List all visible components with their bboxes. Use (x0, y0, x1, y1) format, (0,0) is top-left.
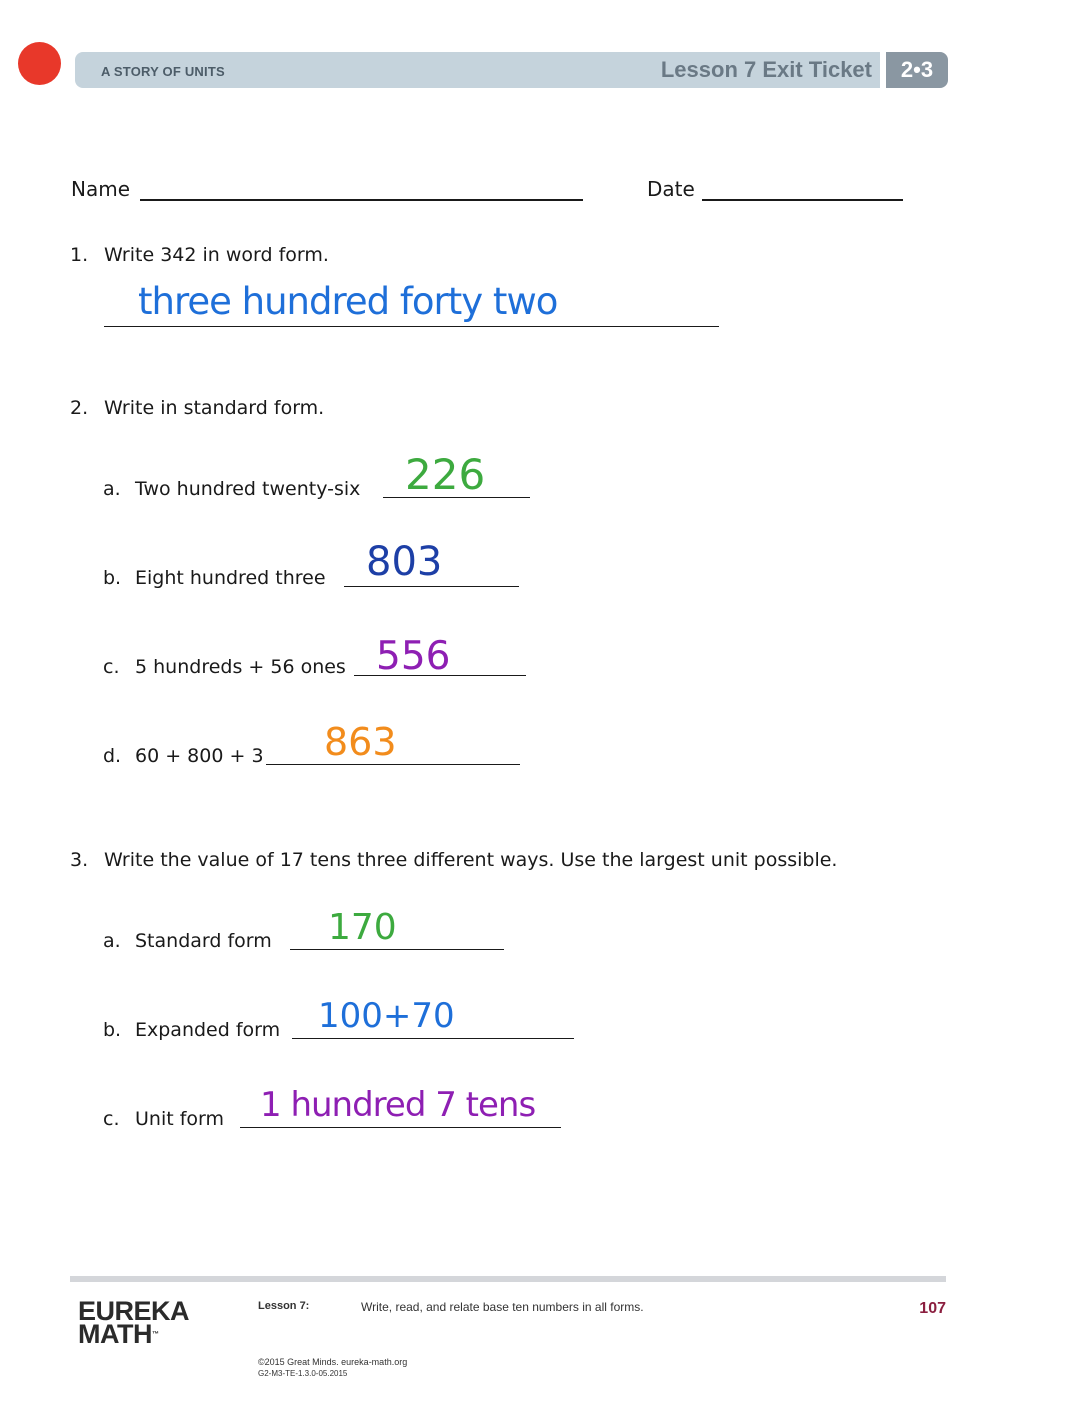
q3c-letter: c. (103, 1108, 120, 1130)
q2-prompt: Write in standard form. (104, 397, 325, 419)
q1-handwritten-answer: three hundred forty two (138, 280, 558, 323)
q3a-text: Standard form (135, 930, 272, 952)
logo-trademark: ™ (151, 1331, 159, 1338)
date-field-line[interactable] (702, 199, 903, 201)
q2b-handwritten-answer: 803 (366, 539, 443, 585)
q3c-handwritten-answer: 1 hundred 7 tens (260, 1085, 536, 1125)
footer-lesson-description: Write, read, and relate base ten numbers in all forms. (361, 1300, 644, 1314)
q3a-letter: a. (103, 930, 121, 952)
eureka-math-logo (78, 1296, 190, 1349)
grade-module-badge: 2•3 (886, 52, 948, 88)
q2d-letter: d. (103, 745, 122, 767)
q2c-handwritten-answer: 556 (376, 634, 451, 679)
date-label: Date (647, 177, 695, 201)
q3a-handwritten-answer: 170 (328, 907, 397, 948)
page-number: 107 (919, 1300, 946, 1317)
q1-prompt: Write 342 in word form. (104, 244, 329, 266)
name-field-line[interactable] (140, 199, 583, 201)
q2c-letter: c. (103, 656, 120, 678)
q2b-answer-line[interactable] (344, 586, 519, 587)
q2a-text: Two hundred twenty-six (135, 478, 361, 500)
lesson-title: Lesson 7 Exit Ticket (660, 57, 872, 82)
series-title: A STORY OF UNITS (101, 64, 225, 79)
logo-line-2-text: MATH (78, 1319, 152, 1349)
q3c-answer-line[interactable] (240, 1127, 561, 1128)
q3-number: 3. (70, 849, 89, 871)
q2d-answer-line[interactable] (266, 764, 520, 765)
q3b-letter: b. (103, 1019, 122, 1041)
q2d-text: 60 + 800 + 3 (135, 745, 264, 767)
q3b-text: Expanded form (135, 1019, 281, 1041)
q3-prompt: Write the value of 17 tens three different ways. Use the largest unit possible. (104, 849, 838, 871)
q2c-text: 5 hundreds + 56 ones (135, 656, 346, 678)
footer-lesson-label: Lesson 7: (258, 1300, 310, 1312)
q2b-letter: b. (103, 567, 122, 589)
name-label: Name (71, 177, 131, 201)
logo-line-1: EUREKA (78, 1296, 190, 1326)
q2a-letter: a. (103, 478, 121, 500)
q3c-text: Unit form (135, 1108, 225, 1130)
q3a-answer-line[interactable] (290, 949, 504, 950)
logo-line-2 (78, 1319, 189, 1349)
q2b-text: Eight hundred three (135, 567, 326, 589)
q2-number: 2. (70, 397, 89, 419)
q2a-handwritten-answer: 226 (405, 450, 486, 499)
red-dot-decoration (18, 42, 61, 85)
q1-number: 1. (70, 244, 89, 266)
q1-answer-line[interactable] (104, 326, 719, 327)
footer-rule (70, 1276, 946, 1282)
copyright-text: ©2015 Great Minds. eureka-math.org (258, 1357, 408, 1367)
document-code: G2-M3-TE-1.3.0-05.2015 (258, 1369, 348, 1378)
q2d-handwritten-answer: 863 (324, 720, 397, 764)
q3b-handwritten-answer: 100+70 (318, 996, 455, 1036)
q3b-answer-line[interactable] (292, 1038, 574, 1039)
